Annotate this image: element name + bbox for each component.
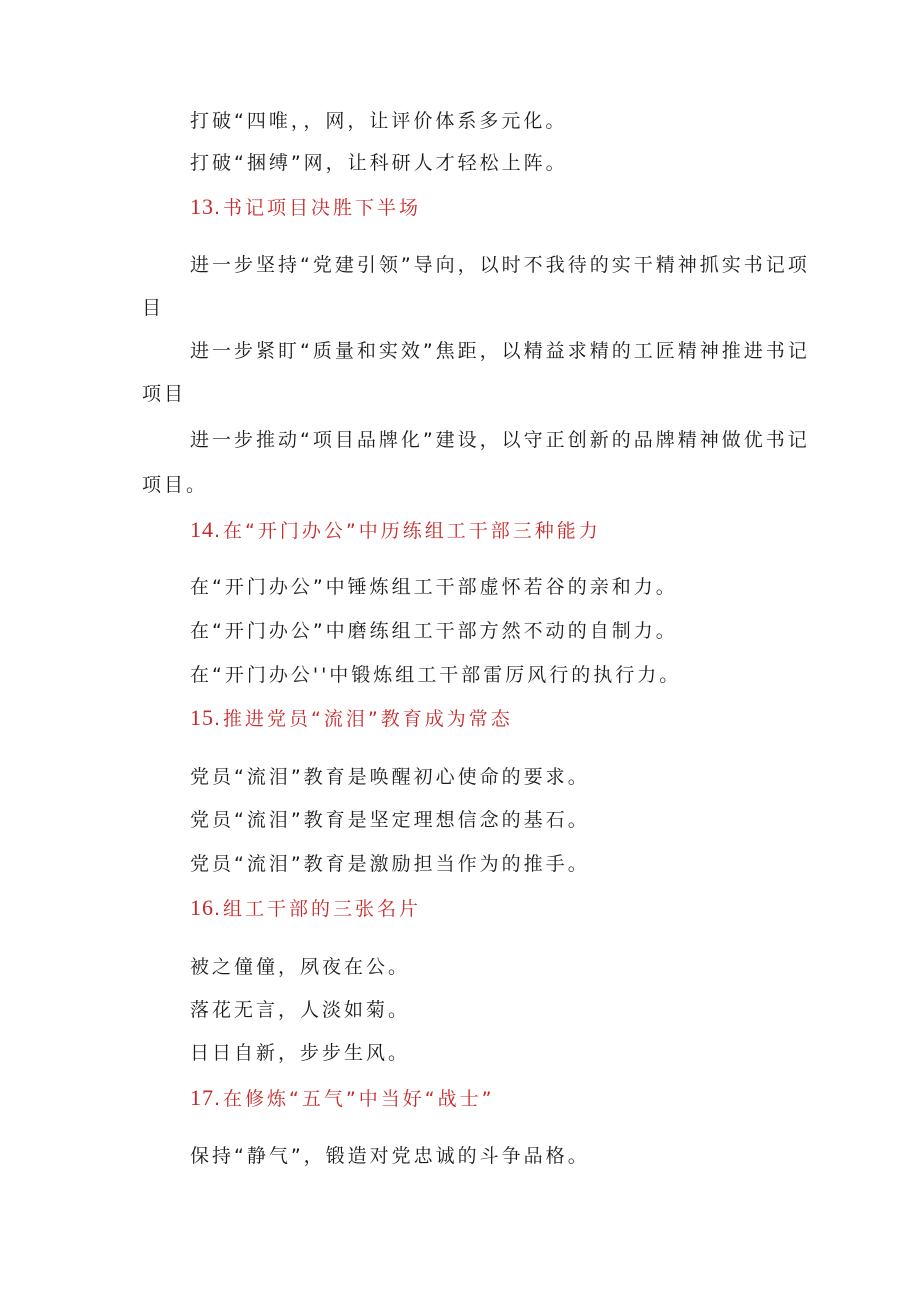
section-title: .在“开门办公”中历练组工干部三种能力	[214, 520, 601, 542]
section-heading-14	[190, 518, 601, 543]
section-number: 15	[190, 705, 214, 730]
section-heading-16	[190, 896, 421, 921]
section-heading-15	[190, 706, 513, 731]
section-number: 17	[190, 1085, 214, 1110]
body-line: 党员“流泪”教育是激励担当作为的推手。	[190, 853, 590, 875]
body-line: 在“开门办公”中磨练组工干部方然不动的自制力。	[190, 620, 678, 642]
body-line: 在“开门办公”中锤炼组工干部虚怀若谷的亲和力。	[190, 576, 678, 598]
paragraph-continuation: 项目	[142, 383, 187, 405]
section-title: .在修炼“五气”中当好“战士”	[214, 1088, 495, 1110]
section-number: 16	[190, 895, 214, 920]
paragraph-line: 进一步坚持“党建引领”导向，以时不我待的实干精神抓实书记项	[190, 254, 810, 276]
section-heading-17	[190, 1086, 494, 1111]
section-title: .组工干部的三张名片	[214, 898, 422, 920]
body-line: 打破“四唯，，网，让评价体系多元化。	[190, 110, 568, 132]
section-number: 13	[190, 194, 214, 219]
body-line: 保持“静气”，锻造对党忠诚的斗争品格。	[190, 1145, 590, 1167]
paragraph-continuation: 目	[142, 297, 165, 319]
section-title: .书记项目决胜下半场	[214, 197, 422, 219]
section-heading-13	[190, 195, 421, 220]
body-line: 被之僮僮，夙夜在公。	[190, 956, 411, 978]
body-line: 在“开门办公''中锻炼组工干部雷厉风行的执行力。	[190, 664, 682, 686]
paragraph-line: 进一步紧盯“质量和实效”焦距，以精益求精的工匠精神推进书记	[190, 340, 810, 362]
body-line: 党员“流泪”教育是坚定理想信念的基石。	[190, 809, 590, 831]
section-number: 14	[190, 517, 214, 542]
body-line: 党员“流泪”教育是唤醒初心使命的要求。	[190, 766, 590, 788]
section-title: .推进党员“流泪”教育成为常态	[214, 708, 513, 730]
body-line: 日日自新，步步生风。	[190, 1042, 411, 1064]
paragraph-line: 进一步推动“项目品牌化”建设，以守正创新的品牌精神做优书记	[190, 429, 810, 451]
body-line: 打破“捆缚”网，让科研人才轻松上阵。	[190, 152, 568, 174]
body-line: 落花无言，人淡如菊。	[190, 999, 411, 1021]
paragraph-continuation: 项目。	[142, 474, 209, 496]
